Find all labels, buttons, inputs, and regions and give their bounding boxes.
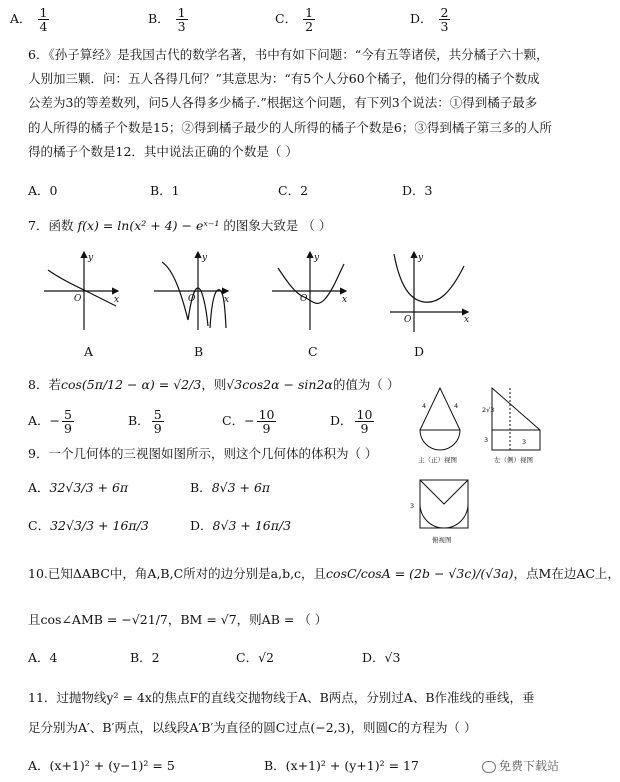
denominator: 3	[177, 19, 186, 34]
q10-line1-pre: 10.已知ΔABC中，角A,B,C所对的边分别是a,b,c，且	[28, 566, 327, 581]
option-label: C．	[28, 518, 51, 533]
fraction	[355, 408, 375, 435]
option-label: A．	[10, 11, 32, 26]
dim-side-height: 2√3	[482, 406, 495, 414]
option-label: B．	[148, 11, 170, 26]
option-label: B．	[128, 413, 150, 428]
q5-option-d	[410, 6, 452, 33]
q7-stem	[28, 218, 331, 234]
graph-a-curve	[48, 270, 116, 306]
option-label: A．	[28, 413, 50, 428]
q6-line-3: 公差为3的等差数列，问5人各得多少橘子.”根据这个问题，有下列3个说法：①得到橘子最多	[28, 95, 538, 110]
option-sign: −	[244, 413, 255, 428]
fraction	[257, 408, 277, 435]
fraction	[62, 408, 74, 435]
fraction	[176, 6, 188, 33]
q8-given: cos(5π/12 − α) = √2/3	[60, 377, 202, 392]
q6-option-d: D．3	[402, 183, 433, 198]
numerator: 1	[39, 5, 48, 20]
graph-c-curve	[278, 264, 344, 303]
dim-side-width: 3	[522, 438, 527, 446]
q8-option-a	[28, 408, 76, 435]
q7-label-c: C	[308, 344, 318, 359]
top-view-arc	[420, 504, 468, 528]
graph-d-y-label: y	[418, 253, 424, 263]
q7-stem-post: 的图象大致是 （ ）	[223, 218, 332, 233]
q6-line-1: 6．《孙子算经》是我国古代的数学名著，书中有如下问题：“今有五等诸侯，共分橘子六十颗，	[28, 47, 549, 62]
graph-b-origin: O	[188, 294, 196, 304]
q11-option-a: A．(x+1)² + (y−1)² = 5	[28, 758, 175, 773]
graph-b-x-label: x	[224, 295, 230, 305]
fraction	[38, 6, 50, 33]
option-text: 8√3 + 16π/3	[212, 518, 292, 533]
wechat-icon	[482, 761, 496, 773]
q11-line-2: 足分别为A′、B′两点，以线段A′B′为直径的圆C过点(−2,3)，则圆C的方程为（ ）	[28, 720, 477, 735]
q9-option-a	[28, 480, 128, 496]
q7-graphs	[40, 248, 480, 336]
q9-option-d	[190, 518, 291, 534]
denominator: 9	[153, 421, 162, 436]
q8-stem-pre: 8．若	[28, 377, 61, 392]
q6-option-a: A．0	[28, 183, 58, 198]
q8-stem	[28, 377, 399, 393]
q7-formula: f(x) = ln(x² + 4) − eˣ⁻¹	[77, 218, 220, 233]
q6-line-5: 得的橘子个数是12．其中说法正确的个数是（ ）	[28, 144, 298, 159]
graph-c-y-label: y	[314, 253, 320, 263]
q11-option-b: B．(x+1)² + (y+1)² = 17	[264, 758, 419, 773]
watermark	[482, 757, 559, 774]
numerator: 5	[64, 407, 72, 422]
graph-b-curve	[162, 262, 208, 326]
denominator: 4	[39, 19, 48, 34]
q6-line-4: 的人所得的橘子个数是15；②得到橘子最少的人所得的橘子个数是6；③得到橘子第三多的人所	[28, 120, 552, 135]
q7-label-d: D	[414, 344, 425, 359]
denominator: 3	[440, 19, 449, 34]
q5-option-c	[275, 6, 317, 33]
dim-top-side: 3	[410, 502, 415, 510]
graph-d-origin: O	[404, 315, 412, 325]
option-label: D．	[410, 11, 433, 26]
q6-option-b: B．1	[150, 183, 180, 198]
q8-option-d	[330, 408, 376, 435]
q6-line-2: 人别加三颗．问：五人各得几何？”其意思为：“有5个人分60个橘子，他们分得的橘子个数成	[28, 71, 540, 86]
top-view-lines	[420, 480, 468, 504]
q8-stem-mid: ，则	[201, 377, 227, 392]
graph-a-y-label: y	[88, 253, 94, 263]
graph-a-x-label: x	[114, 295, 120, 305]
graph-d-curve	[394, 254, 464, 302]
q9-stem: 9．一个几何体的三视图如图所示，则这个几何体的体积为（ ）	[28, 446, 378, 461]
q7-label-b: B	[194, 344, 204, 359]
q9-three-view-figure	[400, 370, 560, 560]
graph-c-x-label: x	[342, 295, 348, 305]
option-sign: −	[49, 413, 61, 428]
denominator: 9	[360, 421, 369, 436]
q10-option-d: D．√3	[362, 650, 401, 665]
denominator: 2	[305, 19, 314, 34]
side-view-outline	[492, 388, 540, 450]
q11-line-1: 11．过抛物线y² = 4x的焦点F的直线交抛物线于A、B两点，分别过A、B作准线的垂线，垂	[28, 690, 535, 705]
numerator: 10	[258, 407, 275, 422]
option-label: C．	[275, 11, 298, 26]
q8-stem-post: 的值为（ ）	[332, 377, 400, 392]
q9-option-c	[28, 518, 149, 534]
option-label: D．	[330, 413, 353, 428]
q6-option-c: C．2	[278, 183, 309, 198]
label-top-view: 俯视图	[432, 536, 452, 544]
q10-option-c: C．√2	[236, 650, 274, 665]
q5-option-b	[148, 6, 190, 33]
q10-line1-post: ，点M在边AC上，	[513, 566, 620, 581]
q10-equation: cosC/cosA = (2b − √3c)/(√3a)	[326, 566, 514, 581]
numerator: 1	[177, 5, 186, 20]
option-label: D．	[190, 518, 213, 533]
numerator: 1	[305, 5, 314, 20]
dim-front-right: 4	[454, 402, 459, 410]
option-text: 8√3 + 6π	[211, 480, 271, 495]
dim-side-base: 3	[484, 436, 489, 444]
fraction	[439, 6, 451, 33]
q10-line-2: 且cos∠AMB = −√21/7，BM = √7，则AB = （ ）	[28, 612, 328, 627]
graph-d-x-label: x	[464, 315, 470, 325]
q10-option-b: B．2	[130, 650, 160, 665]
q8-option-c	[222, 408, 278, 435]
label-front-view: 主（正）视图	[418, 456, 457, 464]
option-text: 32√3/3 + 6π	[49, 480, 129, 495]
q10-option-a: A．4	[28, 650, 58, 665]
q9-option-b	[190, 480, 270, 496]
q7-stem-pre: 7．函数	[28, 218, 74, 233]
fraction	[303, 6, 315, 33]
q5-option-a	[10, 6, 51, 33]
q8-option-b	[128, 408, 166, 435]
graph-c-origin: O	[300, 294, 308, 304]
numerator: 10	[356, 407, 373, 422]
graph-a-origin: O	[74, 294, 82, 304]
option-label: B．	[190, 480, 212, 495]
option-text: 32√3/3 + 16π/3	[50, 518, 149, 533]
denominator: 9	[64, 421, 72, 436]
fraction	[152, 408, 164, 435]
denominator: 9	[262, 421, 271, 436]
numerator: 2	[440, 5, 449, 20]
q7-label-a: A	[84, 344, 94, 359]
q10-line-1	[28, 566, 620, 582]
graph-b-y-label: y	[202, 253, 208, 263]
dim-front-left: 4	[422, 402, 427, 410]
option-label: A．	[28, 480, 50, 495]
label-side-view: 左（侧）视图	[494, 456, 533, 464]
option-label: C．	[222, 413, 245, 428]
q8-target: √3cos2α − sin2α	[226, 377, 333, 392]
watermark-text: 免费下载站	[498, 759, 559, 773]
front-view-semicircle	[420, 430, 460, 450]
numerator: 5	[153, 407, 162, 422]
